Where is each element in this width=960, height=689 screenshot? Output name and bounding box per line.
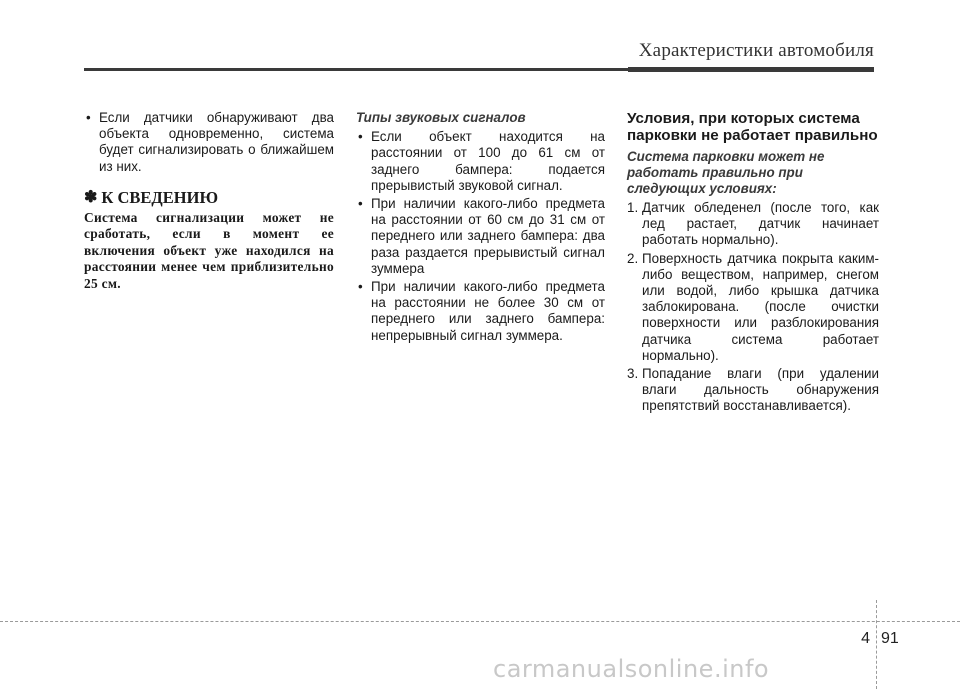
page-number: 91: [881, 630, 899, 647]
bullet-list: [84, 110, 334, 175]
chapter-number: 4: [861, 630, 870, 647]
column-1: [84, 110, 334, 292]
column-2: [356, 110, 605, 346]
watermark: carmanualsonline.info: [493, 655, 770, 683]
list-item: [627, 366, 879, 415]
list-item: [627, 251, 879, 364]
column-3: [627, 110, 879, 417]
list-item: • Если объект находится на расстоянии от 100 до 61 см от заднего бампера: подается прерывистый звуковой сигнал.: [356, 129, 605, 194]
item-text: Попадание влаги (при удалении влаги дальность обнаружения препятствий восстанавливается).: [642, 366, 879, 414]
numbered-list: [627, 200, 879, 415]
section-heading: Типы звуковых сигналов: [356, 110, 526, 125]
list-item: • Если датчики обнаруживают два объекта одновременно, система будет сигнализировать о ближайшем из них.: [84, 110, 334, 175]
footer-rule: [0, 621, 960, 622]
list-item: • При наличии какого-либо предмета на расстоянии не более 30 см от переднего или заднего бампера: непрерывный сигнал зуммера.: [356, 279, 605, 344]
item-number: 3.: [627, 366, 639, 382]
item-text: Датчик обледенел (после того, как лед растает, датчик начинает работать нормально).: [642, 200, 879, 248]
notice-icon: ✽: [84, 188, 98, 206]
bullet-list: [356, 129, 605, 344]
notice-heading: [84, 187, 334, 207]
item-text: Поверхность датчика покрыта каким-либо веществом, например, снегом или водой, либо крышка датчика заблокирована. (после очистки поверхности или разблокирования датчика система работает нормально).: [642, 250, 879, 363]
section-title: Условия, при которых система парковки не работает правильно: [627, 110, 878, 144]
list-item: [627, 200, 879, 249]
section-subheading: Система парковки может не работать правильно при следующих условиях:: [627, 149, 825, 196]
header-rule-accent: [628, 67, 874, 72]
notice-title: К СВЕДЕНИЮ: [101, 187, 219, 207]
notice-body: Система сигнализации может не сработать, если в момент ее включения объект уже находился на расстоянии менее чем приблизительно 25 см.: [84, 210, 334, 291]
footer-divider: [876, 600, 877, 689]
list-item: • При наличии какого-либо предмета на расстоянии от 60 см до 31 см от переднего или заднего бампера: два раза раздается прерывистый сигнал зуммера: [356, 196, 605, 277]
item-number: 2.: [627, 250, 639, 266]
header-title: Характеристики автомобиля: [638, 40, 874, 61]
item-number: 1.: [627, 200, 639, 215]
